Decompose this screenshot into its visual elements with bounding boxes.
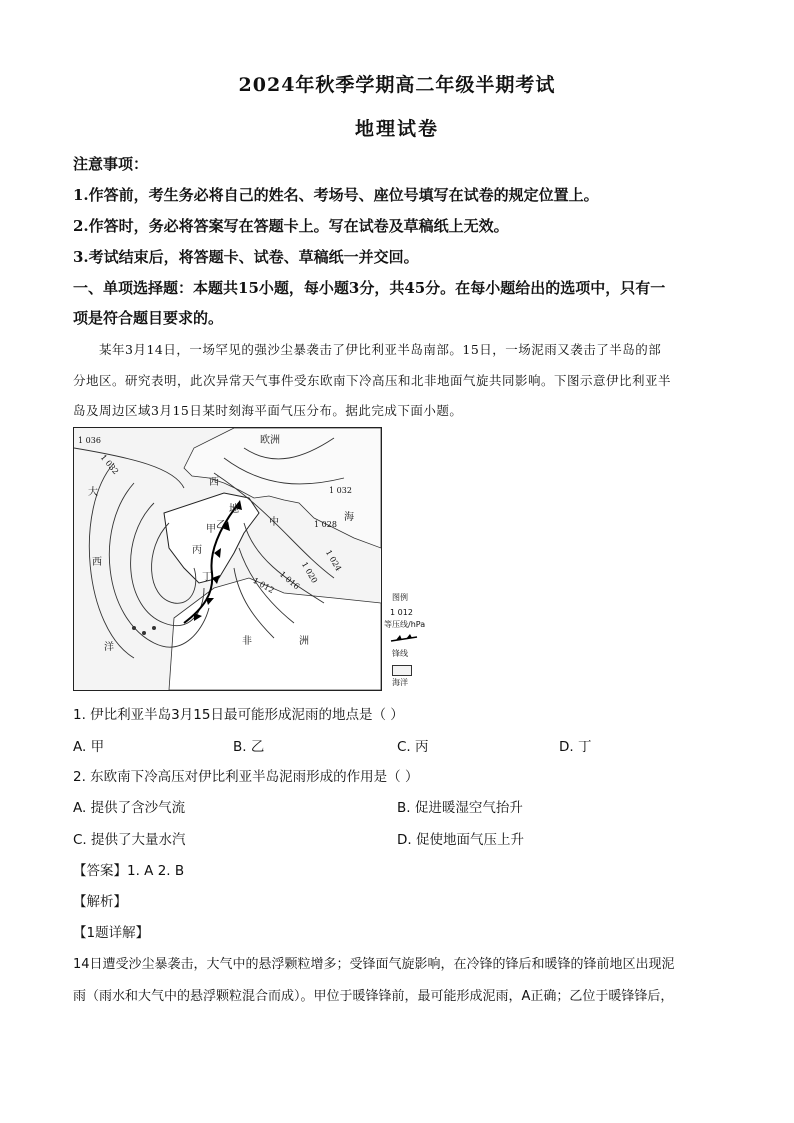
isobar-label-1036: 1 036: [78, 436, 101, 445]
question-1-option-c: C. 丙: [397, 739, 429, 755]
isobar-label-1012: 1 012: [251, 575, 276, 596]
label-sea-2: 中: [269, 517, 279, 528]
passage-line-3: 岛及周边区域3月15日某时刻海平面气压分布。据此完成下面小题。: [73, 403, 463, 418]
question-1-stem: 1. 伊比利亚半岛3月15日最可能形成泥雨的地点是（ ）: [73, 707, 404, 723]
passage-line-2: 分地区。研究表明，此次异常天气事件受东欧南下冷高压和北非地面气旋共同影响。下图示意伊比利亚半: [73, 373, 672, 388]
exam-title: 2024年秋季学期高二年级半期考试: [238, 74, 556, 96]
legend-ocean-label: 海洋: [392, 678, 408, 687]
isobar-label-1024: 1 024: [323, 548, 344, 573]
label-ocean-1: 大: [88, 487, 98, 498]
legend-ocean-swatch: [392, 665, 412, 676]
notice-heading: 注意事项：: [73, 155, 149, 173]
label-bing: 丙: [192, 545, 202, 556]
subject-title: 地理试卷: [354, 118, 439, 140]
isobar-label-1032-left: 1 032: [98, 452, 121, 477]
label-europe: 欧洲: [260, 435, 280, 446]
isobar-label-1016: 1 016: [277, 569, 302, 592]
question-1-option-b: B. 乙: [233, 739, 265, 755]
label-yi: 乙: [216, 520, 226, 531]
notice-item-2: 2.作答时，务必将答案写在答题卡上。写在试卷及草稿纸上无效。: [73, 217, 509, 235]
legend-title: 图例: [392, 593, 408, 602]
isobar-label-1032-right: 1 032: [329, 486, 352, 495]
notice-item-1: 1.作答前，考生务必将自己的姓名、考场号、座位号填写在试卷的规定位置上。: [73, 186, 599, 204]
label-africa-2: 洲: [299, 636, 309, 647]
label-sea-3: 海: [344, 512, 354, 523]
legend-isobar-value: 1 012: [390, 608, 413, 617]
section-heading-line-2: 项是符合题目要求的。: [73, 309, 224, 327]
isobar-label-1020: 1 020: [299, 560, 320, 585]
notice-item-3: 3.考试结束后，将答题卡、试卷、草稿纸一并交回。: [73, 248, 419, 266]
analysis-subheading: 【1题详解】: [73, 925, 150, 941]
section-heading-line-1: 一、单项选择题：本题共15小题，每小题3分，共45分。在每小题给出的选项中，只有一: [73, 279, 666, 297]
question-1-option-d: D. 丁: [559, 739, 592, 755]
legend-front-label: 锋线: [392, 649, 408, 658]
analysis-line-1: 14日遭受沙尘暴袭击，大气中的悬浮颗粒增多；受锋面气旋影响，在冷锋的锋后和暖锋的锋前地区出现泥: [73, 957, 675, 972]
analysis-tag: 【解析】: [73, 894, 127, 910]
passage-line-1: 某年3月14日，一场罕见的强沙尘暴袭击了伊比利亚半岛南部。15日，一场泥雨又袭击了半岛的部: [99, 342, 662, 357]
label-ding: 丁: [202, 572, 212, 583]
question-2-option-b: B. 促进暖湿空气抬升: [397, 800, 523, 816]
label-west: 西: [209, 477, 219, 488]
question-2-option-d: D. 促使地面气压上升: [397, 832, 524, 848]
label-ocean-2: 西: [92, 557, 102, 568]
legend-isobar-label: 等压线/hPa: [384, 620, 426, 629]
answer-text: 1. A 2. B: [127, 863, 185, 879]
question-2-stem: 2. 东欧南下冷高压对伊比利亚半岛泥雨形成的作用是（ ）: [73, 769, 419, 785]
answer-line: [73, 859, 184, 879]
map-legend: [386, 592, 426, 687]
label-sea-1: 地: [229, 504, 239, 515]
analysis-line-2: 雨（雨水和大气中的悬浮颗粒混合而成）。甲位于暖锋锋前，最可能形成泥雨，A正确；乙位于暖锋锋后，: [73, 989, 674, 1004]
question-2-option-c: C. 提供了大量水汽: [73, 832, 186, 848]
answer-tag: 【答案】: [73, 863, 127, 879]
question-1-option-a: A. 甲: [73, 739, 105, 755]
isobar-label-1028: 1 028: [314, 520, 337, 529]
label-africa-1: 非: [242, 636, 252, 647]
question-2-option-a: A. 提供了含沙气流: [73, 800, 186, 816]
label-ocean-3: 洋: [104, 642, 114, 653]
legend-front-symbol: [390, 633, 418, 645]
pressure-map: [73, 427, 382, 691]
label-jia: 甲: [206, 524, 216, 535]
africa-landmass: [169, 575, 381, 690]
